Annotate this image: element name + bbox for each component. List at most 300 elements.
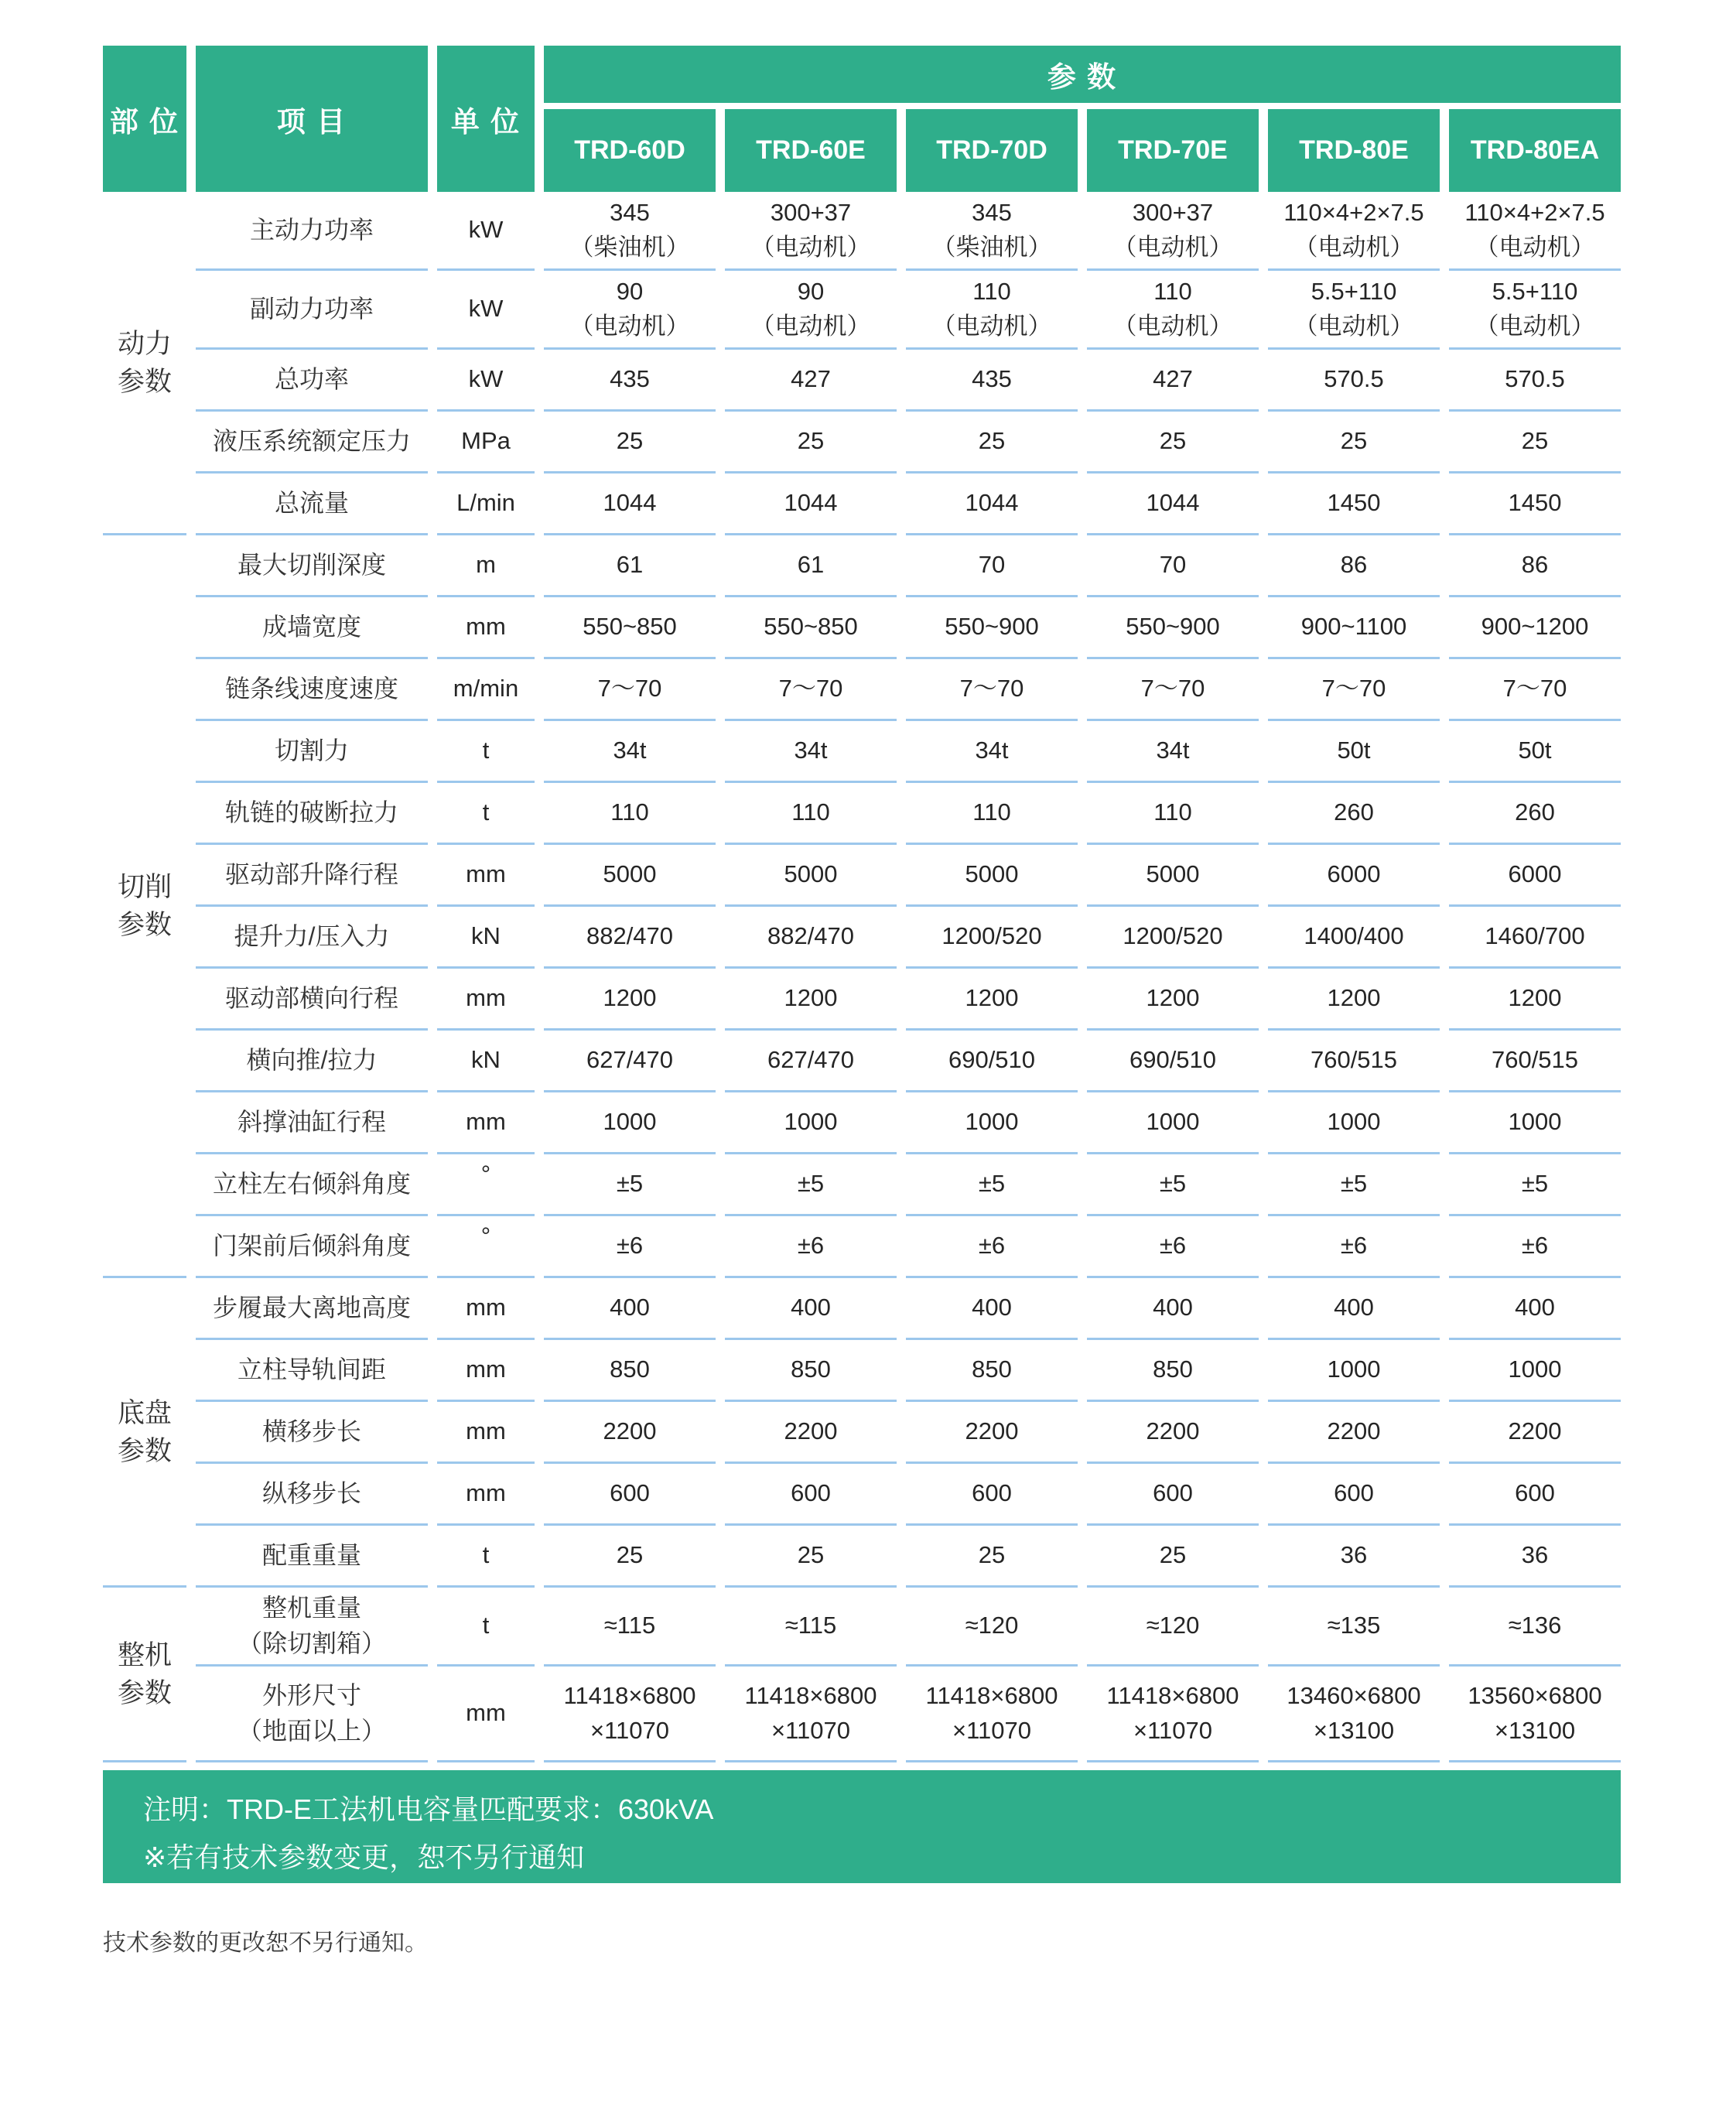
value-line: ±6: [616, 1232, 644, 1260]
item-line: 立柱左右倾斜角度: [212, 1169, 411, 1198]
value-cell: [1268, 1588, 1440, 1667]
value-cell: [725, 1216, 897, 1278]
value-cell: [1268, 1154, 1440, 1216]
value-cell: [906, 1588, 1078, 1667]
value-line: 1200/520: [1123, 922, 1223, 950]
value-cell: [906, 597, 1078, 659]
value-cell: [1268, 1216, 1440, 1278]
table-row: [103, 1464, 1621, 1526]
value-line: 34t: [1156, 737, 1190, 764]
value-cell: [725, 271, 897, 350]
value-line: 435: [610, 365, 650, 393]
value-cell: [1268, 721, 1440, 783]
table-row: [103, 473, 1621, 535]
value-line: 36: [1521, 1541, 1549, 1569]
value-cell: [1268, 271, 1440, 350]
value-cell: [1087, 659, 1259, 721]
value-cell: [906, 969, 1078, 1031]
value-cell: [544, 907, 716, 969]
note-line-2: ※若有技术参数变更，恕不另行通知: [143, 1841, 585, 1873]
value-cell: [1087, 350, 1259, 412]
value-line: 1450: [1508, 489, 1562, 517]
unit-value: t: [482, 1612, 490, 1639]
value-line: 400: [791, 1294, 831, 1321]
value-cell: [906, 535, 1078, 597]
unit-value: mm: [466, 984, 506, 1012]
unit-value: m: [476, 551, 496, 579]
value-cell: [1449, 659, 1621, 721]
value-cell: [544, 1154, 716, 1216]
value-cell: [1268, 1667, 1440, 1762]
value-cell: [1268, 412, 1440, 473]
value-cell: [906, 473, 1078, 535]
unit-value: t: [482, 737, 490, 764]
unit-value: kN: [471, 1046, 501, 1074]
value-line: ≈136: [1508, 1612, 1562, 1639]
value-line: 34t: [613, 737, 647, 764]
unit-value: kN: [471, 922, 501, 950]
value-cell: [544, 1667, 716, 1762]
value-cell: [906, 845, 1078, 907]
value-cell: [725, 597, 897, 659]
value-cell: [1449, 1031, 1621, 1092]
unit-value: mm: [466, 1356, 506, 1383]
value-cell: [1087, 721, 1259, 783]
unit-cell: [437, 1667, 535, 1762]
item-cell: [196, 192, 428, 271]
table-row: [103, 271, 1621, 350]
value-cell: [1087, 1464, 1259, 1526]
value-line: 34t: [794, 737, 828, 764]
unit-value: mm: [466, 613, 506, 641]
value-line: 1200: [1508, 984, 1562, 1012]
value-cell: [544, 192, 716, 271]
value-cell: [544, 659, 716, 721]
value-cell: [725, 1464, 897, 1526]
value-line: ≈120: [1146, 1612, 1200, 1639]
value-cell: [725, 1092, 897, 1154]
value-line: ×13100: [1313, 1716, 1395, 1744]
value-cell: [1268, 845, 1440, 907]
table-row: [103, 535, 1621, 597]
value-cell: [1268, 1526, 1440, 1588]
value-cell: [906, 271, 1078, 350]
value-cell: [725, 1667, 897, 1762]
value-line: 600: [1334, 1479, 1374, 1507]
value-cell: [1087, 1340, 1259, 1402]
value-line: 627/470: [767, 1046, 855, 1074]
value-line: 25: [616, 427, 644, 455]
value-cell: [1449, 350, 1621, 412]
value-cell: [725, 412, 897, 473]
value-cell: [1449, 969, 1621, 1031]
value-line: 600: [972, 1479, 1012, 1507]
unit-value: MPa: [461, 427, 511, 455]
value-cell: [1268, 1340, 1440, 1402]
value-line: （电动机）: [750, 233, 871, 261]
unit-cell: [437, 1588, 535, 1667]
value-line: （电动机）: [1293, 233, 1414, 261]
value-line: 1000: [1327, 1356, 1381, 1383]
value-line: （电动机）: [1112, 233, 1233, 261]
section-label-line: 参数: [117, 1677, 172, 1708]
item-line: 立柱导轨间距: [237, 1355, 386, 1383]
value-cell: [1268, 783, 1440, 845]
value-line: ±6: [978, 1232, 1006, 1260]
section-label: [103, 1278, 186, 1588]
value-line: 25: [797, 1541, 825, 1569]
table-row: [103, 350, 1621, 412]
value-cell: [725, 907, 897, 969]
value-cell: [544, 783, 716, 845]
value-cell: [1268, 1031, 1440, 1092]
unit-cell: [437, 1464, 535, 1526]
value-line: 25: [616, 1541, 644, 1569]
value-cell: [1087, 1526, 1259, 1588]
value-line: 7～70: [959, 675, 1024, 703]
value-line: 435: [972, 365, 1012, 393]
footer-text: 技术参数的更改恕不另行通知。: [103, 1930, 428, 1956]
value-line: 600: [610, 1479, 650, 1507]
value-line: 25: [1521, 427, 1549, 455]
value-cell: [544, 1216, 716, 1278]
item-line: 横移步长: [261, 1417, 361, 1445]
value-line: 900~1100: [1300, 613, 1407, 641]
unit-cell: [437, 535, 535, 597]
table-row: [103, 1278, 1621, 1340]
value-cell: [1087, 535, 1259, 597]
unit-value: kW: [468, 295, 504, 323]
value-line: 5000: [784, 860, 838, 888]
table-row: [103, 1340, 1621, 1402]
value-line: 61: [797, 551, 825, 579]
value-line: 1200: [965, 984, 1019, 1012]
value-cell: [1268, 1092, 1440, 1154]
value-line: 1044: [603, 489, 657, 517]
value-line: ≈115: [784, 1612, 837, 1639]
value-cell: [1449, 1588, 1621, 1667]
table-row: [103, 659, 1621, 721]
value-line: 400: [1334, 1294, 1374, 1321]
value-cell: [1449, 1216, 1621, 1278]
table-row: [103, 192, 1621, 271]
value-line: ±5: [1521, 1170, 1549, 1198]
value-line: 25: [978, 1541, 1006, 1569]
item-line: 总功率: [274, 364, 349, 393]
value-line: （电动机）: [1475, 233, 1595, 261]
value-cell: [1449, 1667, 1621, 1762]
table-row: [103, 597, 1621, 659]
spec-table-body: [103, 192, 1621, 1762]
unit-cell: [437, 1340, 535, 1402]
value-cell: [1449, 535, 1621, 597]
value-line: 300+37: [770, 199, 852, 227]
unit-value: mm: [466, 860, 506, 888]
value-cell: [544, 1526, 716, 1588]
table-row: [103, 1667, 1621, 1762]
value-line: ±5: [978, 1170, 1006, 1198]
value-cell: [544, 1340, 716, 1402]
value-line: 850: [972, 1356, 1012, 1383]
value-line: 61: [616, 551, 644, 579]
value-line: 550~900: [1126, 613, 1220, 641]
value-line: 260: [1334, 798, 1374, 826]
header-row-top: [103, 46, 1621, 109]
header-model-trd-70e: TRD-70E: [1087, 109, 1259, 192]
value-cell: [1087, 1402, 1259, 1464]
value-cell: [1449, 783, 1621, 845]
value-line: 86: [1340, 551, 1368, 579]
value-line: ±5: [616, 1170, 644, 1198]
value-cell: [544, 845, 716, 907]
value-cell: [1087, 412, 1259, 473]
item-line: 外形尺寸: [261, 1681, 361, 1710]
item-line: 成墙宽度: [261, 612, 361, 641]
unit-value: L/min: [456, 489, 515, 517]
value-cell: [544, 969, 716, 1031]
table-row: [103, 1526, 1621, 1588]
value-cell: [544, 597, 716, 659]
value-cell: [906, 721, 1078, 783]
unit-value: °: [480, 1161, 491, 1188]
value-cell: [725, 1340, 897, 1402]
value-line: 5.5+110: [1311, 278, 1397, 306]
value-cell: [1449, 597, 1621, 659]
unit-cell: [437, 783, 535, 845]
value-line: 260: [1515, 798, 1555, 826]
unit-value: °: [480, 1222, 491, 1250]
value-cell: [906, 192, 1078, 271]
table-row: [103, 1402, 1621, 1464]
table-row: [103, 1031, 1621, 1092]
item-cell: [196, 1278, 428, 1340]
value-line: 345: [610, 199, 650, 227]
value-cell: [725, 969, 897, 1031]
unit-cell: [437, 721, 535, 783]
item-cell: [196, 412, 428, 473]
value-line: 600: [1515, 1479, 1555, 1507]
value-line: 900~1200: [1481, 613, 1589, 641]
table-row: [103, 412, 1621, 473]
value-line: 882/470: [767, 922, 855, 950]
value-line: 25: [1159, 427, 1187, 455]
unit-cell: [437, 473, 535, 535]
value-line: 427: [791, 365, 831, 393]
value-cell: [725, 1031, 897, 1092]
value-line: 5000: [603, 860, 657, 888]
value-cell: [1449, 1526, 1621, 1588]
value-cell: [725, 192, 897, 271]
value-cell: [725, 1588, 897, 1667]
value-cell: [725, 845, 897, 907]
value-cell: [1087, 473, 1259, 535]
value-line: 400: [610, 1294, 650, 1321]
item-cell: [196, 1031, 428, 1092]
section-label-line: 动力: [117, 328, 172, 359]
unit-value: mm: [466, 1294, 506, 1321]
item-cell: [196, 1667, 428, 1762]
value-line: 850: [1153, 1356, 1193, 1383]
value-line: 34t: [975, 737, 1009, 764]
value-line: ×11070: [771, 1716, 850, 1744]
value-line: 570.5: [1505, 365, 1565, 393]
value-line: （电动机）: [1112, 312, 1233, 340]
unit-cell: [437, 412, 535, 473]
item-cell: [196, 783, 428, 845]
value-cell: [906, 1667, 1078, 1762]
unit-value: mm: [466, 1108, 506, 1136]
header-part: 部 位: [103, 46, 186, 192]
value-line: 2200: [1327, 1417, 1381, 1445]
value-line: 7～70: [1321, 675, 1386, 703]
value-line: ±6: [1521, 1232, 1549, 1260]
value-line: 70: [978, 551, 1006, 579]
value-cell: [1449, 1464, 1621, 1526]
value-line: 110×4+2×7.5: [1464, 199, 1605, 227]
table-row: [103, 907, 1621, 969]
value-line: 1044: [965, 489, 1019, 517]
value-line: 110×4+2×7.5: [1283, 199, 1424, 227]
value-cell: [544, 1092, 716, 1154]
item-line: 链条线速度速度: [224, 674, 398, 703]
section-label-line: 参数: [117, 366, 172, 397]
value-cell: [1268, 1464, 1440, 1526]
value-line: 550~850: [583, 613, 677, 641]
unit-value: kW: [468, 365, 504, 393]
value-cell: [1268, 535, 1440, 597]
item-line: 总流量: [274, 488, 349, 517]
value-cell: [544, 1588, 716, 1667]
value-line: 11418×6800: [563, 1682, 696, 1710]
item-line: 门架前后倾斜角度: [212, 1231, 411, 1260]
value-line: 2200: [1146, 1417, 1200, 1445]
value-line: 1000: [1327, 1108, 1381, 1136]
item-line: 副动力功率: [249, 294, 374, 323]
item-line: 配重重量: [261, 1540, 361, 1569]
value-cell: [906, 1340, 1078, 1402]
value-cell: [725, 1278, 897, 1340]
value-cell: [1268, 597, 1440, 659]
item-line: 提升力/压入力: [234, 921, 390, 950]
value-cell: [1087, 1278, 1259, 1340]
section-label: [103, 535, 186, 1278]
value-cell: [1087, 1092, 1259, 1154]
item-line: 整机重量: [261, 1594, 361, 1622]
value-cell: [1087, 1588, 1259, 1667]
value-line: 25: [1340, 427, 1368, 455]
value-line: 25: [978, 427, 1006, 455]
value-line: 1000: [1508, 1108, 1562, 1136]
value-cell: [544, 721, 716, 783]
unit-cell: [437, 1154, 535, 1216]
value-line: 5000: [965, 860, 1019, 888]
value-cell: [1087, 1667, 1259, 1762]
value-line: 882/470: [586, 922, 674, 950]
value-cell: [1268, 1278, 1440, 1340]
value-line: 6000: [1508, 860, 1562, 888]
value-cell: [906, 1031, 1078, 1092]
value-line: ±5: [1340, 1170, 1368, 1198]
value-line: ≈115: [603, 1612, 656, 1639]
value-line: 2200: [965, 1417, 1019, 1445]
value-cell: [544, 1402, 716, 1464]
value-cell: [906, 1278, 1078, 1340]
section-label-line: 参数: [117, 909, 172, 940]
value-line: 300+37: [1132, 199, 1214, 227]
value-cell: [1087, 1031, 1259, 1092]
item-line: （地面以上）: [237, 1716, 386, 1745]
item-cell: [196, 1340, 428, 1402]
value-cell: [1087, 783, 1259, 845]
value-cell: [1087, 1216, 1259, 1278]
value-line: 690/510: [948, 1046, 1036, 1074]
value-cell: [1268, 907, 1440, 969]
value-line: 690/510: [1129, 1046, 1217, 1074]
value-line: ×13100: [1494, 1716, 1576, 1744]
unit-cell: [437, 659, 535, 721]
unit-value: mm: [466, 1699, 506, 1727]
item-cell: [196, 1216, 428, 1278]
value-line: 13560×6800: [1468, 1682, 1602, 1710]
item-cell: [196, 597, 428, 659]
value-cell: [725, 1154, 897, 1216]
value-cell: [544, 412, 716, 473]
item-line: 驱动部升降行程: [224, 860, 398, 888]
value-cell: [725, 350, 897, 412]
value-line: ×11070: [952, 1716, 1031, 1744]
item-cell: [196, 907, 428, 969]
value-line: 5.5+110: [1492, 278, 1578, 306]
unit-cell: [437, 1278, 535, 1340]
value-line: 1200: [603, 984, 657, 1012]
value-cell: [1449, 271, 1621, 350]
value-line: 2200: [784, 1417, 838, 1445]
item-cell: [196, 1464, 428, 1526]
value-cell: [906, 1526, 1078, 1588]
value-cell: [1449, 1092, 1621, 1154]
unit-value: mm: [466, 1479, 506, 1507]
table-row: [103, 969, 1621, 1031]
value-cell: [1268, 969, 1440, 1031]
value-line: 627/470: [586, 1046, 674, 1074]
value-line: 7～70: [1502, 675, 1567, 703]
value-line: ±5: [797, 1170, 825, 1198]
value-line: （柴油机）: [569, 233, 690, 261]
value-line: 25: [1159, 1541, 1187, 1569]
value-line: 1200: [1327, 984, 1381, 1012]
value-line: 570.5: [1324, 365, 1384, 393]
value-cell: [1268, 473, 1440, 535]
section-label-line: 切削: [117, 871, 172, 902]
value-line: ±6: [1159, 1232, 1187, 1260]
value-cell: [1268, 1402, 1440, 1464]
unit-cell: [437, 1402, 535, 1464]
value-line: 110: [1153, 798, 1192, 826]
item-line: 主动力功率: [249, 215, 374, 244]
unit-cell: [437, 192, 535, 271]
value-line: 345: [972, 199, 1012, 227]
item-line: 切割力: [274, 736, 349, 764]
item-line: 轨链的破断拉力: [224, 798, 398, 826]
value-line: 86: [1521, 551, 1549, 579]
value-cell: [544, 1031, 716, 1092]
item-line: 纵移步长: [261, 1479, 361, 1507]
unit-cell: [437, 1092, 535, 1154]
value-cell: [1449, 721, 1621, 783]
header-params: 参 数: [544, 46, 1621, 109]
value-line: 1460/700: [1485, 922, 1585, 950]
value-cell: [1449, 473, 1621, 535]
